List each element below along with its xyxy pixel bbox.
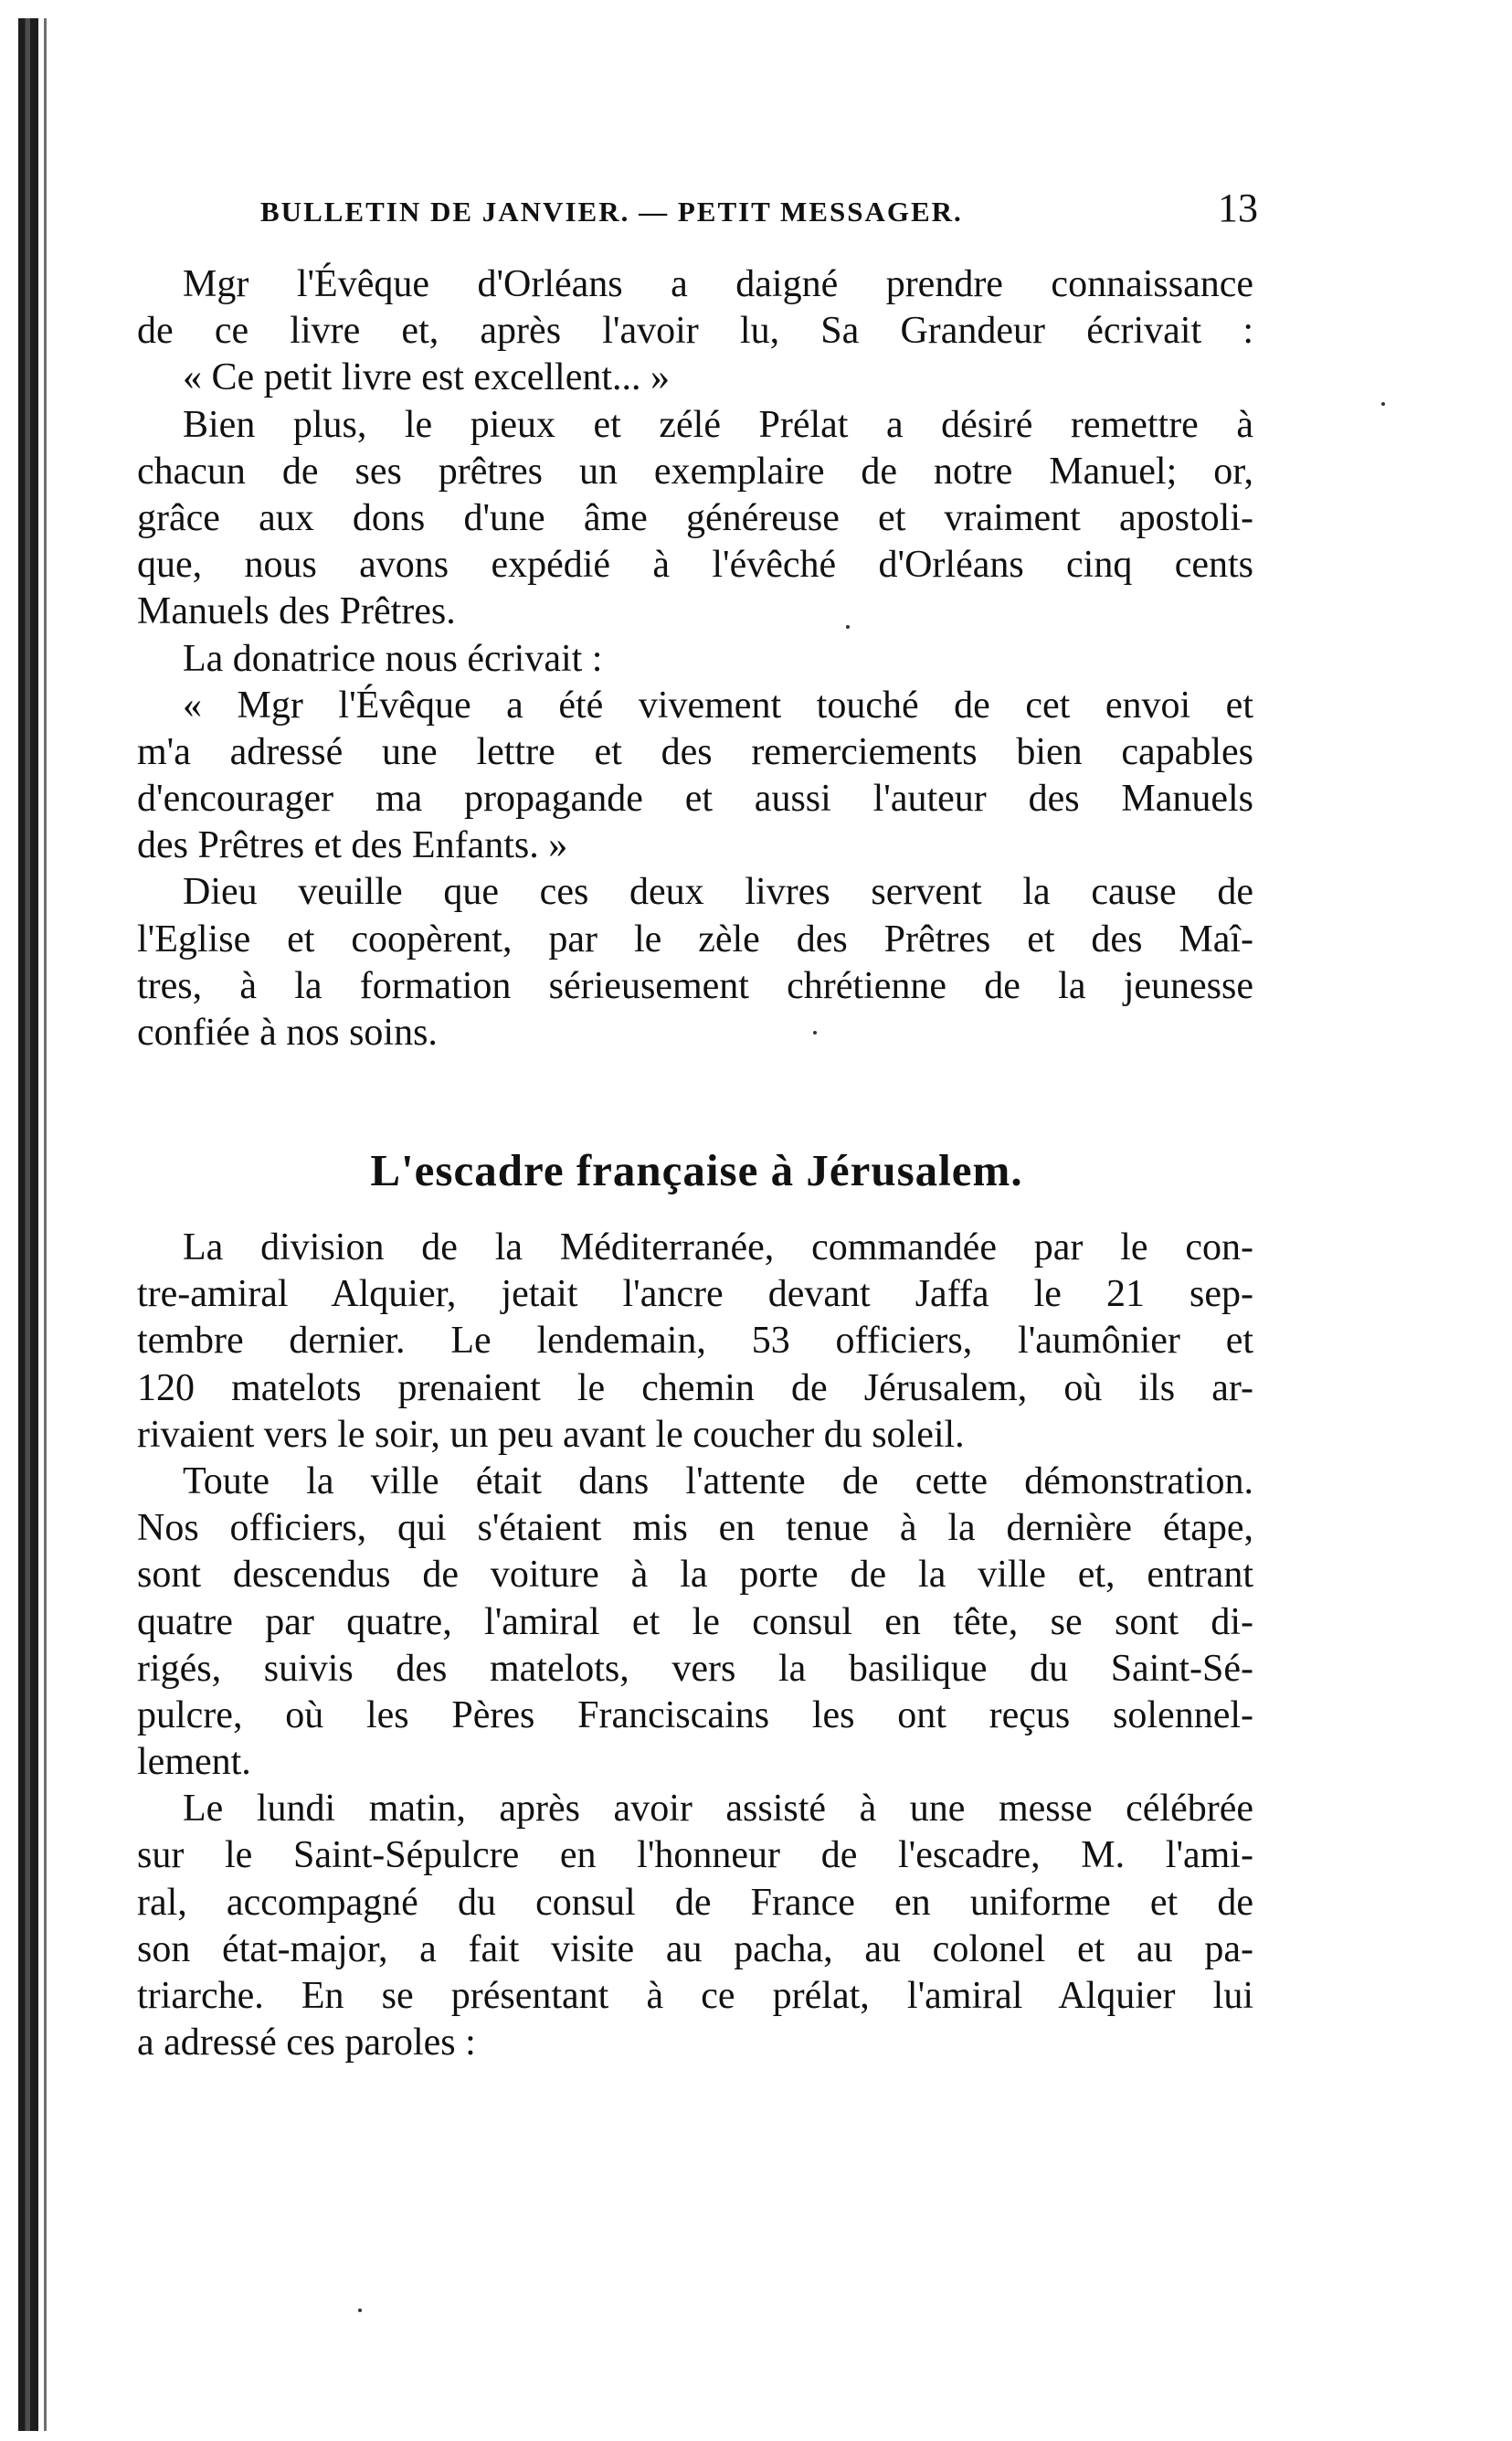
text-line: son état-major, a fait visite au pacha, au colonel et au pa- bbox=[137, 1927, 1253, 1970]
text-line: « Mgr l'Évêque a été vivement touché de cet envoi et bbox=[183, 684, 1253, 727]
text-line: Nos officiers, qui s'étaient mis en tenue à la dernière étape, bbox=[137, 1507, 1253, 1550]
text-line: Dieu veuille que ces deux livres servent la cause de bbox=[183, 871, 1253, 914]
text-line: confiée à nos soins. bbox=[137, 1012, 438, 1054]
text-line: La division de la Méditerranée, commandée par le con- bbox=[183, 1226, 1253, 1268]
text-line: tembre dernier. Le lendemain, 53 officiers, l'aumônier et bbox=[137, 1320, 1253, 1363]
text-line: de ce livre et, après l'avoir lu, Sa Grandeur écrivait : bbox=[137, 310, 1253, 353]
text-line: rigés, suivis des matelots, vers la basilique du Saint-Sé- bbox=[137, 1647, 1253, 1690]
header-title: BULLETIN DE JANVIER. — PETIT MESSAGER. bbox=[260, 196, 963, 228]
text-line: quatre par quatre, l'amiral et le consul en tête, se sont di- bbox=[137, 1600, 1253, 1643]
text-line: ral, accompagné du consul de France en uniforme et de bbox=[137, 1881, 1253, 1924]
first-text-block bbox=[137, 261, 1253, 1056]
text-line: des Prêtres et des Enfants. » bbox=[137, 824, 568, 867]
text-line: La donatrice nous écrivait : bbox=[183, 637, 603, 680]
text-line: l'Eglise et coopèrent, par le zèle des Prêtres et des Maî- bbox=[137, 918, 1253, 960]
text-line: rivaient vers le soir, un peu avant le coucher du soleil. bbox=[137, 1413, 965, 1456]
page-number: 13 bbox=[1218, 186, 1258, 230]
text-line: grâce aux dons d'une âme généreuse et vraiment apostoli- bbox=[137, 496, 1253, 539]
scan-speck bbox=[1381, 402, 1385, 406]
text-line: a adressé ces paroles : bbox=[137, 2022, 476, 2064]
text-line: lement. bbox=[137, 1741, 251, 1784]
text-line: Manuels des Prêtres. bbox=[137, 590, 456, 633]
text-line: m'a adressé une lettre et des remerciements bien capables bbox=[137, 730, 1253, 773]
book-binding-shadow bbox=[44, 18, 47, 2431]
text-line: tre-amiral Alquier, jetait l'ancre devant Jaffa le 21 sep- bbox=[137, 1273, 1253, 1316]
text-line: pulcre, où les Pères Franciscains les ont reçus solennel- bbox=[137, 1693, 1253, 1736]
text-line: Bien plus, le pieux et zélé Prélat a désiré remettre à bbox=[183, 403, 1253, 446]
text-line: « Ce petit livre est excellent... » bbox=[183, 356, 670, 399]
scan-speck bbox=[813, 1031, 817, 1035]
text-line: Mgr l'Évêque d'Orléans a daigné prendre connaissance bbox=[183, 263, 1253, 305]
text-line: triarche. En se présentant à ce prélat, l'amiral Alquier lui bbox=[137, 1975, 1253, 2017]
book-binding-edge bbox=[18, 18, 38, 2431]
text-line: chacun de ses prêtres un exemplaire de notre Manuel; or, bbox=[137, 450, 1253, 493]
text-line: Le lundi matin, après avoir assisté à une messe célébrée bbox=[183, 1788, 1253, 1831]
running-header bbox=[260, 185, 1258, 228]
section-title: L'escadre française à Jérusalem. bbox=[370, 1145, 1023, 1195]
text-line: sur le Saint-Sépulcre en l'honneur de l'escadre, M. l'ami- bbox=[137, 1834, 1253, 1877]
text-line: que, nous avons expédié à l'évêché d'Orléans cinq cents bbox=[137, 544, 1253, 587]
second-text-block bbox=[137, 1225, 1253, 2066]
text-line: sont descendus de voiture à la porte de la ville et, entrant bbox=[137, 1554, 1253, 1597]
text-line: 120 matelots prenaient le chemin de Jérusalem, où ils ar- bbox=[137, 1366, 1253, 1409]
text-line: d'encourager ma propagande et aussi l'auteur des Manuels bbox=[137, 778, 1253, 821]
text-line: tres, à la formation sérieusement chrétienne de la jeunesse bbox=[137, 964, 1253, 1007]
scan-speck bbox=[358, 2308, 362, 2312]
text-line: Toute la ville était dans l'attente de cette démonstration. bbox=[183, 1459, 1253, 1502]
scan-speck bbox=[846, 625, 850, 629]
